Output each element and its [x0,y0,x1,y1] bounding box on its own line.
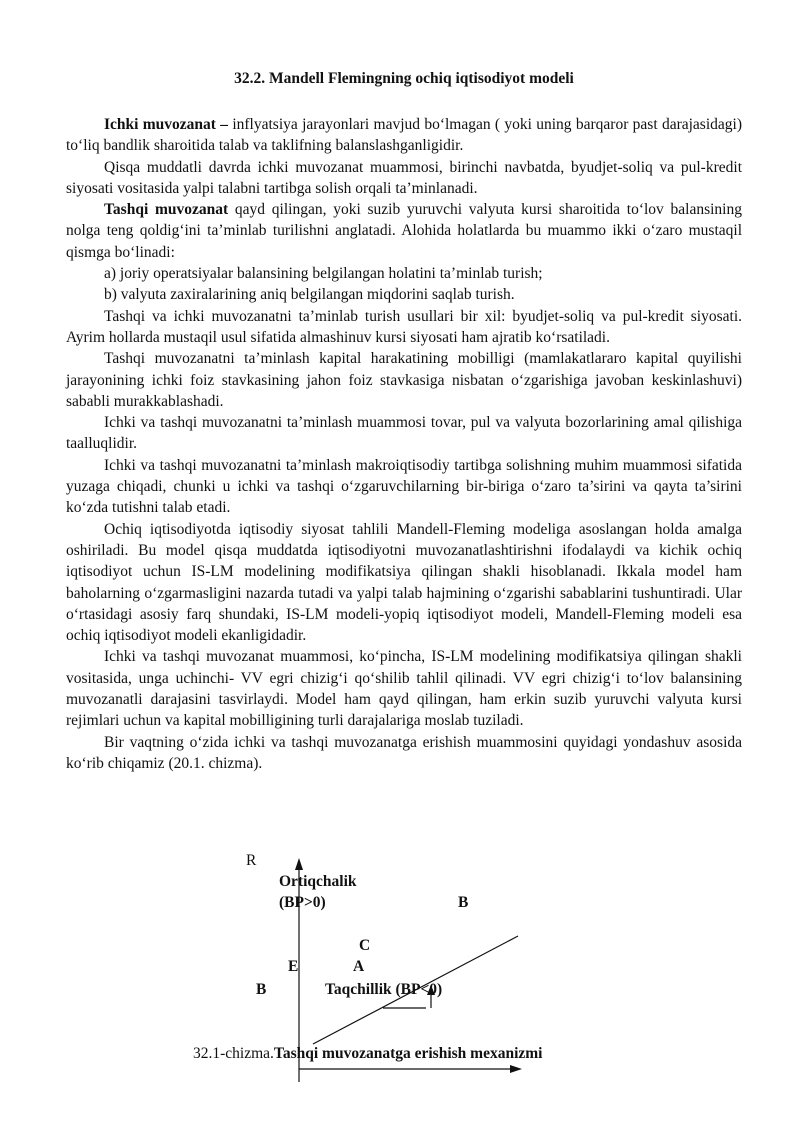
paragraph-text: inflyatsiya jarayonlari mavjud bo‘lmagan ( yoki uning barqaror past darajasidagi) to‘liq bandlik sharoitida talab va taklifning balanslashganligidir. [66,116,742,155]
paragraph-text: qayd qilingan, yoki suzib yuruvchi valyuta kursi sharoitida to‘lov balansining nolga teng qoldig‘ini ta’minlab turilishni anglatadi. Alohida holatlarda bu muammo ikki o‘zaro mustaqil qismga bo‘linadi: [66,201,742,261]
surplus-label: Ortiqchalik [279,873,357,890]
paragraph-text: Bir vaqtning o‘zida ichki va tashqi muvozanatga erishish muammosini quyidagi yondashuv asosida ko‘rib chiqamiz (20.1. chizma). [66,733,742,772]
caption-title: Tashqi muvozanatga erishish mexanizmi [273,1045,543,1062]
paragraph-text: Qisqa muddatli davrda ichki muvozanat muammosi, birinchi navbatda, byudjet-soliq va pul-kredit siyosati vositasida yalpi talabni tartibga solish orqali ta’minlanadi. [66,158,742,197]
point-e-label: E [288,958,299,975]
paragraph-text: Ichki va tashqi muvozanatni ta’minlash muammosi tovar, pul va valyuta bozorlarining amal qilishiga taalluqlidir. [66,414,742,453]
section-title: 32.2. Mandell Flemingning ochiq iqtisodiyot modeli [234,70,574,87]
paragraph-text: Ichki va tashqi muvozanat muammosi, ko‘pincha, IS-LM modelining modifikatsiya qilingan shakli vositasida, unga uchinchi- VV egri chizig‘i qo‘shilib tahlil qilinadi. VV egri chizig‘i to‘lov balansining muvozanatli darajasini tasvirlaydi. Model ham qayd qilingan, ham erkin suzib yuruvchi valyuta kursi rejimlari uchun va kapital mobilligining turli darajalariga moslab tuziladi. [66,648,742,730]
caption-prefix: 32.1-chizma. [193,1045,274,1062]
curve-label-b-right: B [458,894,469,911]
x-axis-arrow [510,1065,522,1073]
curve-label-b-left: B [256,981,267,998]
paragraph-text: Ichki va tashqi muvozanatni ta’minlash makroiqtisodiy tartibga solishning muhim muammosi sifatida yuzaga chiqadi, chunki u ichki va tashqi o‘zgaruvchilarning bir-biriga o‘zaro ta’sirini va qayta ta’sirini ko‘zda tutishni talab etadi. [66,456,742,517]
surplus-condition: (BP>0) [279,894,326,911]
paragraph-text: b) valyuta zaxiralarining aniq belgilangan miqdorini saqlab turish. [104,286,515,304]
paragraph-lead-term: Tashqi muvozanat [104,201,229,219]
point-c-label: C [359,937,371,954]
y-axis-arrow [295,858,303,870]
figure-caption [193,1045,542,1063]
paragraph-text: Ochiq iqtisodiyotda iqtisodiy siyosat tahlili Mandell-Fleming modeliga asoslangan holda amalga oshiriladi. Bu model qisqa muddatda iqtisodiyotni muvozanatlashtirishni ifodalaydi va kichik ochiq iqtisodiyot uchun IS-LM modelining modifikatsiya qilingan shakli hisoblanadi. Ikkala model ham baholarning o‘zgarmasligini nazarda tutadi va yalpi talab hajmining o‘zgarishi sabablarini tushuntiradi. Ular o‘rtasidagi asosiy farq shundaki, IS-LM modeli-yopiq iqtisodiyot modeli, Mandell-Fleming modeli esa ochiq iqtisodiyot modeli ekanligidadir. [66,520,742,645]
paragraph-lead-term: Ichki muvozanat – [104,116,229,133]
deficit-label: Taqchillik (BP<0) [325,981,443,998]
paragraph-text: a) joriy operatsiyalar balansining belgilangan holatini ta’minlab turish; [104,265,543,283]
y-axis-label: R [246,852,257,869]
point-a-label: A [353,958,365,975]
paragraph-text: Tashqi muvozanatni ta’minlash kapital harakatining mobilligi (mamlakatlararo kapital quyilishi jarayonining ichki foiz stavkasining jahon foiz stavkasiga nisbatan o‘zgarishiga javoban keskinlashuvi) sababli murakkablashadi. [66,350,742,410]
paragraph-text: Tashqi va ichki muvozanatni ta’minlab turish usullari bir xil: byudjet-soliq va pul-kredit siyosati. Ayrim hollarda mustaqil usul sifatida almashinuv kursi siyosati ham ajratib ko‘rsatiladi. [66,307,742,346]
